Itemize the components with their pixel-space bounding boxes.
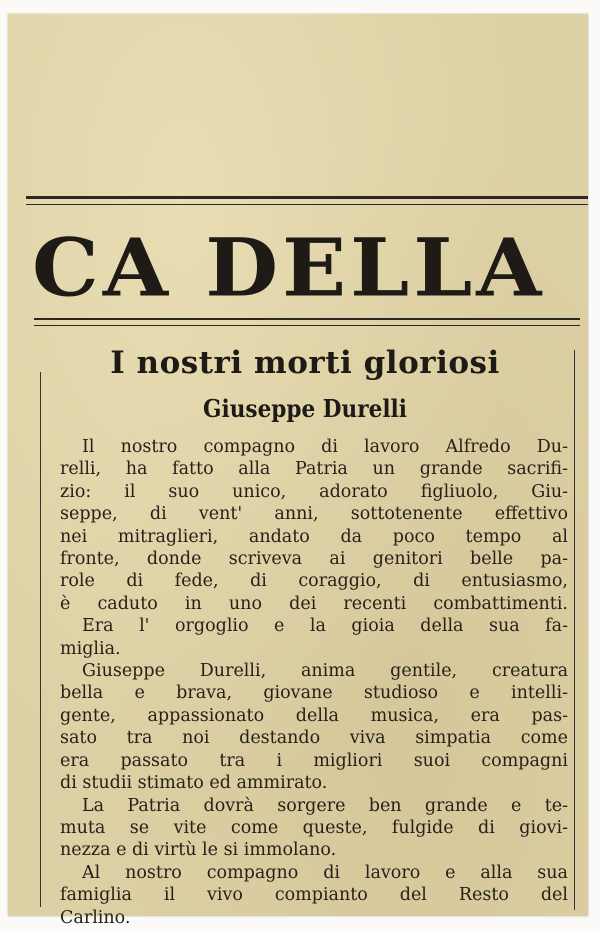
headline: I nostri morti gloriosi: [110, 345, 500, 381]
article-line: bella e brava, giovane studioso e intelli-: [60, 683, 568, 704]
article-line: nezza e di virtù le si immolano.: [60, 840, 337, 861]
article-line: Il nostro compagno di lavoro Alfredo Du-: [82, 437, 568, 457]
masthead-bottom-rule-thin: [34, 325, 580, 326]
article-line: famiglia il vivo compianto del Resto del: [60, 885, 568, 906]
masthead-text: CA DELLA: [32, 220, 546, 315]
column-rule-left: [40, 372, 41, 907]
article-line: Era l' orgoglio e la gioia della sua fa-: [82, 616, 568, 637]
article-line: Giuseppe Durelli, anima gentile, creatura: [82, 661, 568, 682]
article-line: sato tra noi destando viva simpatia come: [60, 728, 568, 749]
article-line: fronte, donde scriveva ai genitori belle pa-: [60, 549, 568, 570]
column-rule-right: [574, 350, 575, 910]
article-line: Carlino.: [60, 907, 131, 928]
article-line: role di fede, di coraggio, di entusiasmo,: [60, 571, 568, 592]
article-body: [60, 436, 568, 929]
article-line: La Patria dovrà sorgere ben grande e te-: [82, 795, 568, 816]
article-line: muta se vite come queste, fulgide di giovi-: [60, 817, 568, 838]
article-line: seppe, di vent' anni, sottotenente effettivo: [60, 504, 568, 525]
article-line: relli, ha fatto alla Patria un grande sacrifi-: [60, 459, 568, 480]
masthead: [28, 208, 588, 320]
masthead-top-rule-thin: [26, 204, 588, 205]
masthead-bottom-rule: [34, 318, 580, 320]
article-line: di studii stimato ed ammirato.: [60, 773, 328, 794]
article-line: è caduto in uno dei recenti combattimenti.: [60, 593, 568, 614]
article-line: nei mitraglieri, andato da poco tempo al: [60, 526, 568, 547]
subheadline: Giuseppe Durelli: [203, 394, 407, 423]
article-line: zio: il suo unico, adorato figliuolo, Giu-: [60, 481, 568, 502]
masthead-top-rule: [26, 196, 588, 199]
article-line: era passato tra i migliori suoi compagni: [60, 750, 568, 771]
article-line: miglia.: [60, 638, 121, 659]
article-line: gente, appassionato della musica, era pas-: [60, 705, 568, 726]
article-line: Al nostro compagno di lavoro e alla sua: [82, 862, 568, 883]
